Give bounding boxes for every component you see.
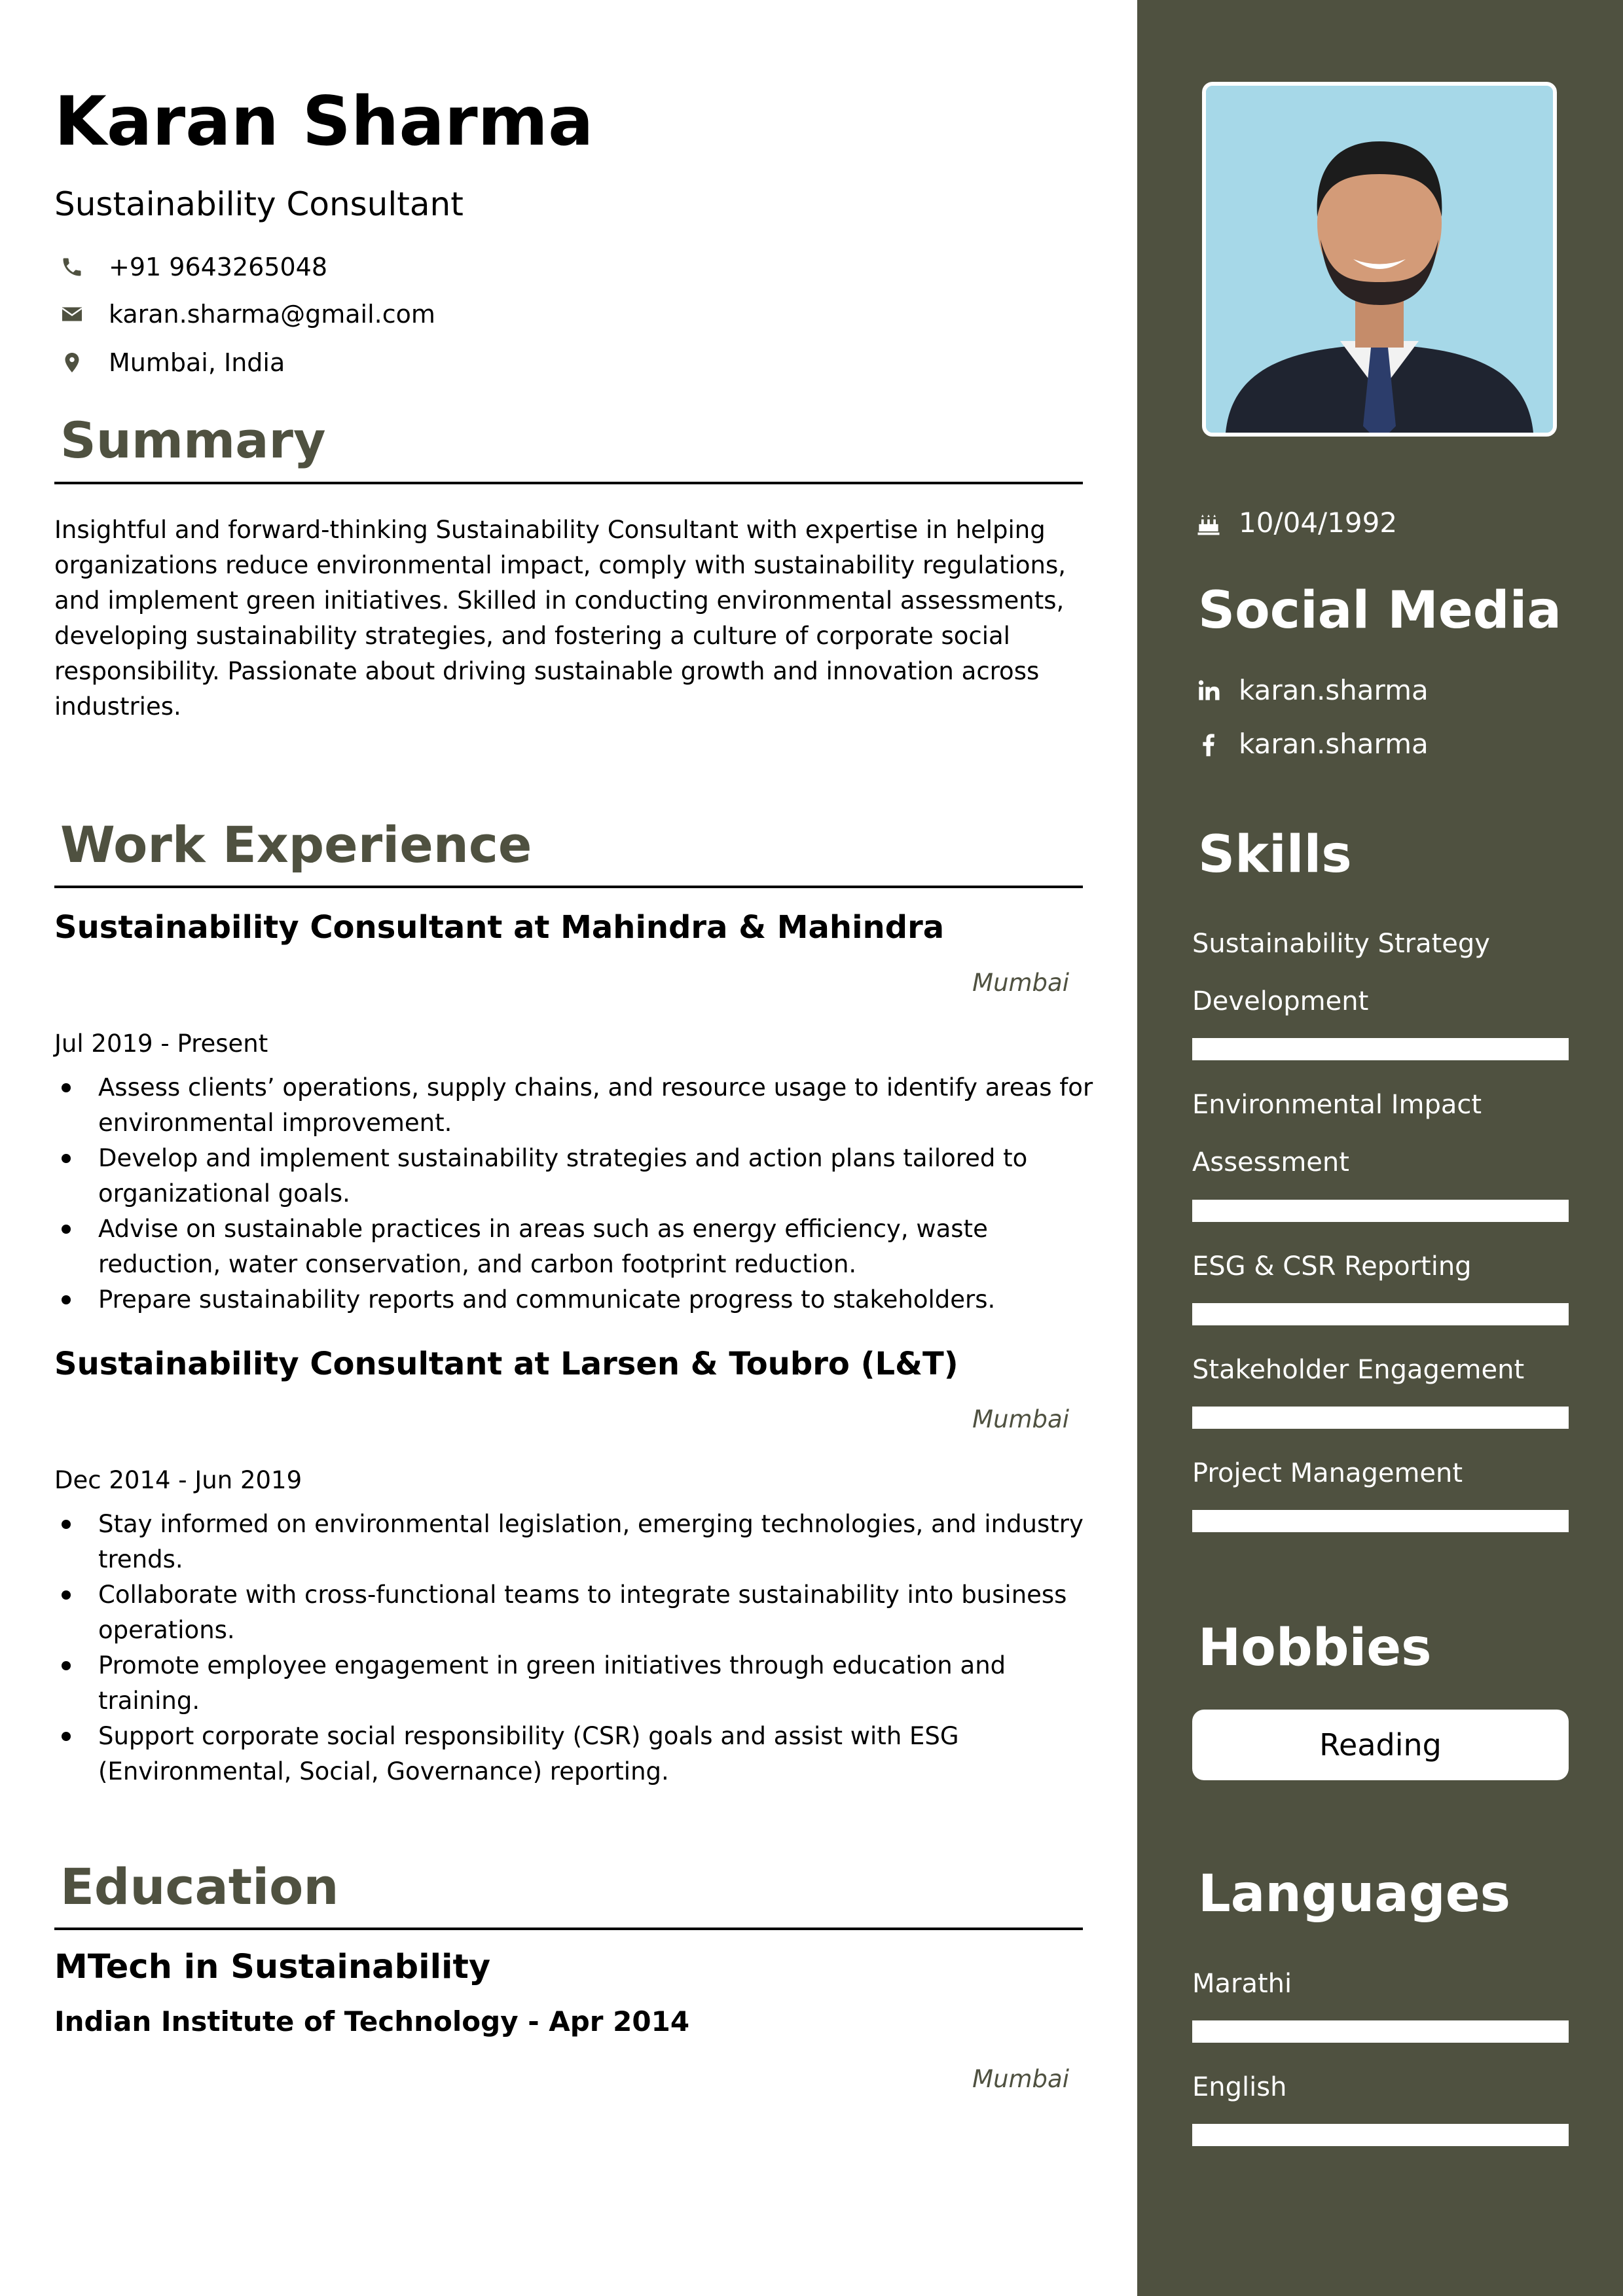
skill-bar <box>1192 1407 1569 1429</box>
profile-photo <box>1202 82 1557 437</box>
education-degree: MTech in Sustainability <box>54 1948 491 1986</box>
email-icon <box>60 302 84 326</box>
skill-bar <box>1192 1303 1569 1325</box>
contact-email <box>60 300 435 329</box>
job-location: Mumbai <box>972 969 1069 997</box>
candidate-name: Karan Sharma <box>54 82 594 161</box>
job-dates: Dec 2014 - Jun 2019 <box>54 1466 302 1494</box>
summary-heading: Summary <box>60 411 326 469</box>
skill-bar <box>1192 1200 1569 1222</box>
linkedin-text[interactable]: karan.sharma <box>1239 674 1429 706</box>
language-bar <box>1192 2020 1569 2043</box>
candidate-role: Sustainability Consultant <box>54 185 464 223</box>
language-name: Marathi <box>1192 1969 1292 1999</box>
skill-bar <box>1192 1510 1569 1532</box>
job-bullet: Prepare sustainability reports and communicate progress to stakeholders. <box>54 1282 1102 1318</box>
job-bullet: Collaborate with cross-functional teams to integrate sustainability into business operations. <box>54 1577 1102 1648</box>
skill-bar <box>1192 1038 1569 1060</box>
skill-name: Sustainability Strategy Development <box>1192 929 1490 1016</box>
facebook-text[interactable]: karan.sharma <box>1239 728 1429 760</box>
location-icon <box>60 351 84 374</box>
skill-name: Project Management <box>1192 1458 1463 1488</box>
languages-heading: Languages <box>1198 1865 1511 1924</box>
avatar <box>1206 86 1553 433</box>
phone-text[interactable]: +91 9643265048 <box>109 253 328 281</box>
skills-heading: Skills <box>1198 825 1352 884</box>
summary-divider <box>54 482 1083 484</box>
facebook-row <box>1194 728 1429 760</box>
linkedin-icon <box>1194 676 1223 705</box>
job-bullets <box>54 1070 1102 1318</box>
job-title: Sustainability Consultant at Larsen & Toubro (L&T) <box>54 1346 958 1382</box>
summary-text: Insightful and forward-thinking Sustainability Consultant with expertise in helping organizations reduce environmental impact, comply with sustainability regulations, and implement green initiatives. Skilled in conducting environmental assessments, developing sustainability strategies, and fostering a culture of corporate social responsibility. Passionate about driving sustainable growth and innovation across industries. <box>54 516 1067 721</box>
job-bullet: Promote employee engagement in green initiatives through education and training. <box>54 1648 1102 1719</box>
sidebar <box>1137 0 1623 2296</box>
location-text: Mumbai, India <box>109 348 285 377</box>
skill-name: ESG & CSR Reporting <box>1192 1251 1472 1282</box>
dob-text: 10/04/1992 <box>1239 507 1398 539</box>
experience-divider <box>54 886 1083 888</box>
phone-icon <box>60 255 84 279</box>
job-bullet: Advise on sustainable practices in areas such as energy efficiency, waste reduction, water conservation, and carbon footprint reduction. <box>54 1211 1102 1282</box>
job-title: Sustainability Consultant at Mahindra & Mahindra <box>54 909 945 946</box>
education-heading: Education <box>60 1857 339 1916</box>
language-bar <box>1192 2124 1569 2146</box>
job-bullet: Assess clients’ operations, supply chains, and resource usage to identify areas for environmental improvement. <box>54 1070 1102 1141</box>
job-bullet: Stay informed on environmental legislation, emerging technologies, and industry trends. <box>54 1507 1102 1577</box>
email-text[interactable]: karan.sharma@gmail.com <box>109 300 435 329</box>
education-institution: Indian Institute of Technology - Apr 2014 <box>54 2005 690 2037</box>
skill-name: Stakeholder Engagement <box>1192 1355 1525 1385</box>
education-location: Mumbai <box>972 2065 1069 2093</box>
social-heading: Social Media <box>1198 581 1561 640</box>
contact-phone <box>60 253 327 281</box>
dob-row <box>1194 507 1397 539</box>
job-bullets <box>54 1507 1102 1789</box>
skill-name: Environmental Impact Assessment <box>1192 1090 1482 1177</box>
job-location: Mumbai <box>972 1405 1069 1433</box>
linkedin-row <box>1194 674 1429 706</box>
hobby-tag: Reading <box>1192 1710 1569 1780</box>
job-dates: Jul 2019 - Present <box>54 1030 268 1058</box>
experience-heading: Work Experience <box>60 816 532 874</box>
job-bullet: Develop and implement sustainability strategies and action plans tailored to organizational goals. <box>54 1141 1102 1211</box>
language-name: English <box>1192 2072 1287 2102</box>
cake-icon <box>1194 509 1223 537</box>
job-bullet: Support corporate social responsibility (CSR) goals and assist with ESG (Environmental, Social, Governance) reporting. <box>54 1719 1102 1789</box>
facebook-icon <box>1194 730 1223 759</box>
contact-location <box>60 348 285 377</box>
hobbies-heading: Hobbies <box>1198 1619 1432 1677</box>
education-divider <box>54 1928 1083 1930</box>
